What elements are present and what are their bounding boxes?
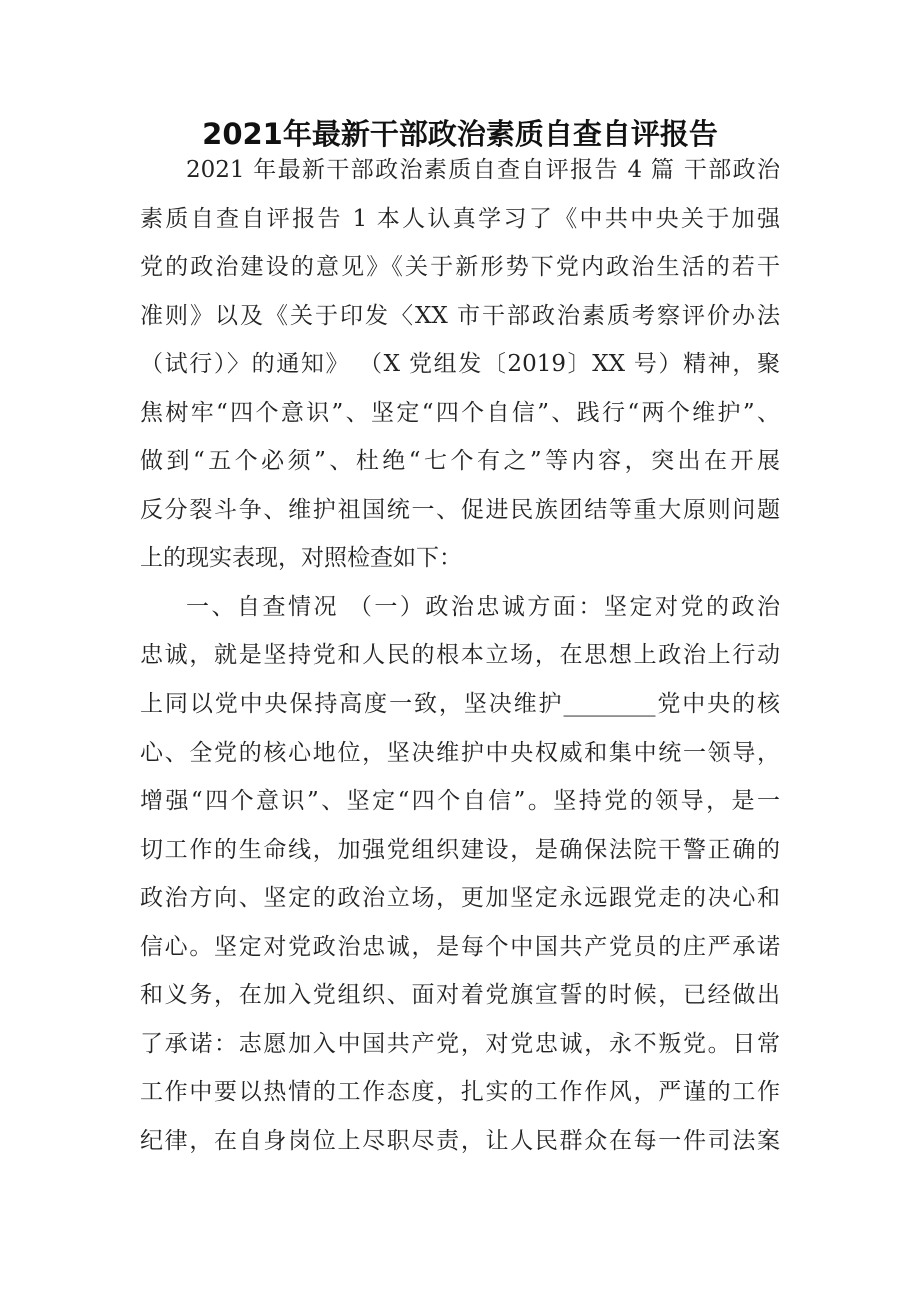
paragraph-line: 和义务，在加入党组织、面对着党旗宣誓的时候，已经做出 <box>140 982 780 1009</box>
paragraph-line: 信心。坚定对党政治忠诚，是每个中国共产党员的庄严承诺 <box>140 933 780 960</box>
paragraph-line: 2021 年最新干部政治素质自查自评报告 4 篇 干部政治 <box>186 157 780 183</box>
paragraph-line: 纪律，在自身岗位上尽职尽责，让人民群众在每一件司法案 <box>140 1127 780 1154</box>
paragraph-line: 政治方向、坚定的政治立场，更加坚定永远跟党走的决心和 <box>140 885 780 912</box>
paragraph-line: 焦树牢“四个意识”、坚定“四个自信”、践行“两个维护”、 <box>140 399 780 426</box>
paragraph-line: （试行）〉的通知》 （X 党组发〔2019〕XX 号）精神，聚 <box>140 351 780 378</box>
paragraph-line: 增强“四个意识”、坚定“四个自信”。坚持党的领导，是一 <box>140 788 780 815</box>
paragraph-line: 了承诺：志愿加入中国共产党，对党忠诚，永不叛党。日常 <box>140 1030 780 1057</box>
paragraph-line: 上的现实表现，对照检查如下： <box>140 545 462 572</box>
paragraph-line: 一、自查情况 （一）政治忠诚方面：坚定对党的政治 <box>186 593 780 620</box>
paragraph-line: 素质自查自评报告 1 本人认真学习了《中共中央关于加强 <box>140 205 780 232</box>
document-body <box>140 146 780 1165</box>
paragraph-line: 心、全党的核心地位，坚决维护中央权威和集中统一领导， <box>140 739 780 766</box>
paragraph-line: 忠诚，就是坚持党和人民的根本立场，在思想上政治上行动 <box>140 642 780 669</box>
paragraph-line: 做到“五个必须”、杜绝“七个有之”等内容，突出在开展 <box>140 448 780 475</box>
paragraph-line: 工作中要以热情的工作态度，扎实的工作作风，严谨的工作 <box>140 1079 780 1106</box>
paragraph-line: 上同以党中央保持高度一致，坚决维护________党中央的核 <box>140 691 780 718</box>
paragraph-line: 反分裂斗争、维护祖国统一、促进民族团结等重大原则问题 <box>140 496 780 523</box>
document-title: 2021年最新干部政治素质自查自评报告 <box>202 117 718 151</box>
paragraph-line: 切工作的生命线，加强党组织建设，是确保法院干警正确的 <box>140 836 780 863</box>
paragraph-line: 准则》以及《关于印发〈XX 市干部政治素质考察评价办法 <box>140 302 780 329</box>
paragraph-line: 党的政治建设的意见》《关于新形势下党内政治生活的若干 <box>140 254 780 281</box>
